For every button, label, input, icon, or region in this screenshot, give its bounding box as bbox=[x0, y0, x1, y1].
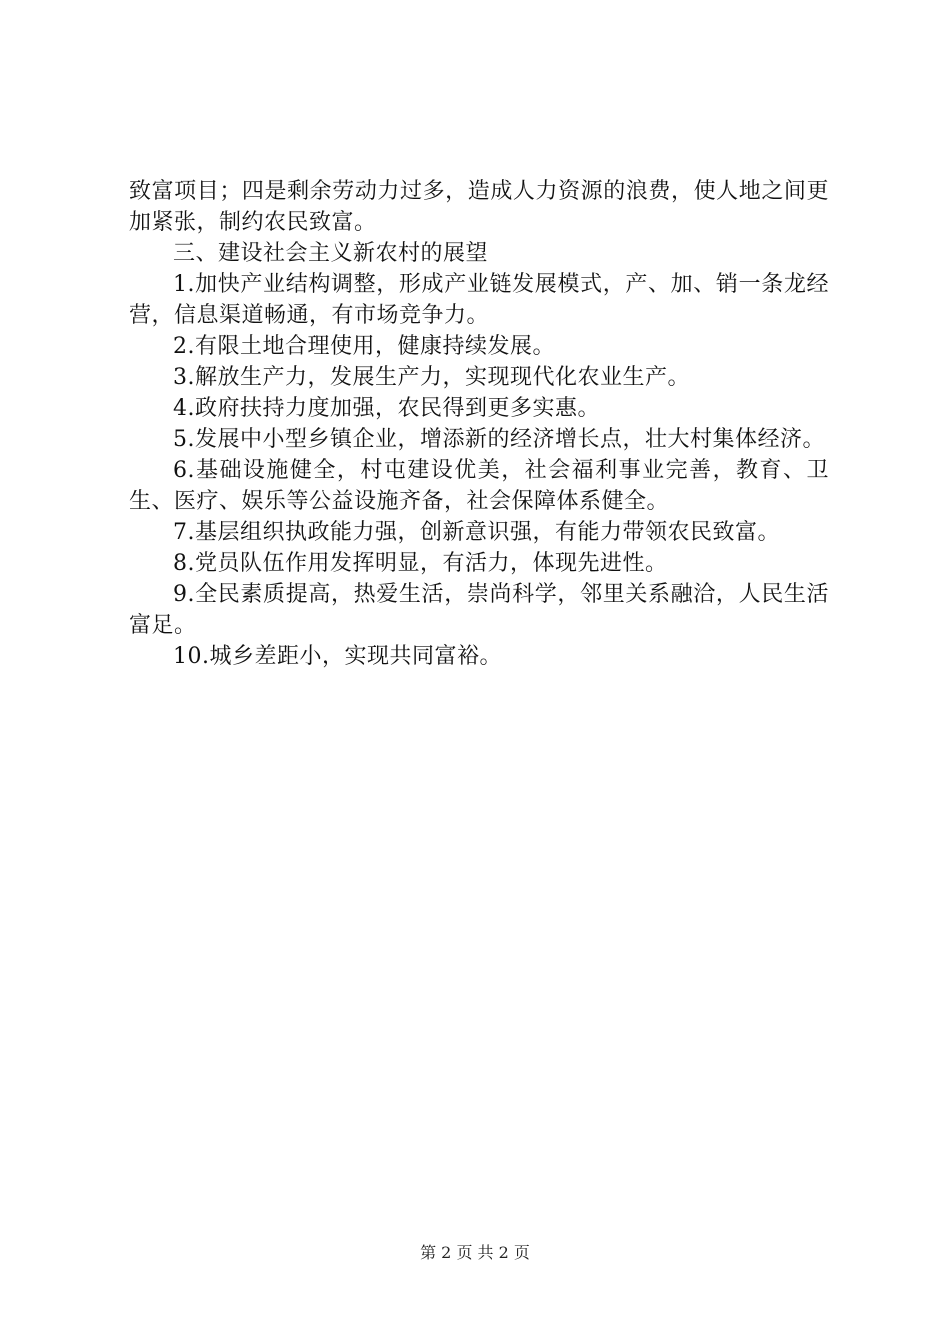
list-item-7: 7.基层组织执政能力强，创新意识强，有能力带领农民致富。 bbox=[173, 520, 780, 545]
document-body bbox=[129, 176, 829, 672]
section-heading: 三、建设社会主义新农村的展望 bbox=[173, 241, 489, 266]
paragraph-continuation: 致富项目；四是剩余劳动力过多，造成人力资源的浪费，使人地之间更加紧张，制约农民致富。 bbox=[129, 179, 829, 235]
page-number-footer: 第 2 页 共 2 页 bbox=[420, 1243, 530, 1262]
list-item-3: 3.解放生产力，发展生产力，实现现代化农业生产。 bbox=[173, 365, 690, 390]
list-item-5: 5.发展中小型乡镇企业，增添新的经济增长点，壮大村集体经济。 bbox=[173, 427, 825, 452]
list-item-1: 1.加快产业结构调整，形成产业链发展模式，产、加、销一条龙经营，信息渠道畅通，有市场竞争力。 bbox=[129, 272, 829, 328]
list-item-4: 4.政府扶持力度加强，农民得到更多实惠。 bbox=[173, 396, 600, 421]
list-item-6: 6.基础设施健全，村屯建设优美，社会福利事业完善，教育、卫生、医疗、娱乐等公益设施齐备，社会保障体系健全。 bbox=[129, 458, 829, 514]
list-item-9: 9.全民素质提高，热爱生活，崇尚科学，邻里关系融洽，人民生活富足。 bbox=[129, 582, 829, 638]
list-item-10: 10.城乡差距小，实现共同富裕。 bbox=[173, 644, 502, 669]
list-item-2: 2.有限土地合理使用，健康持续发展。 bbox=[173, 334, 555, 359]
list-item-8: 8.党员队伍作用发挥明显，有活力，体现先进性。 bbox=[173, 551, 668, 576]
